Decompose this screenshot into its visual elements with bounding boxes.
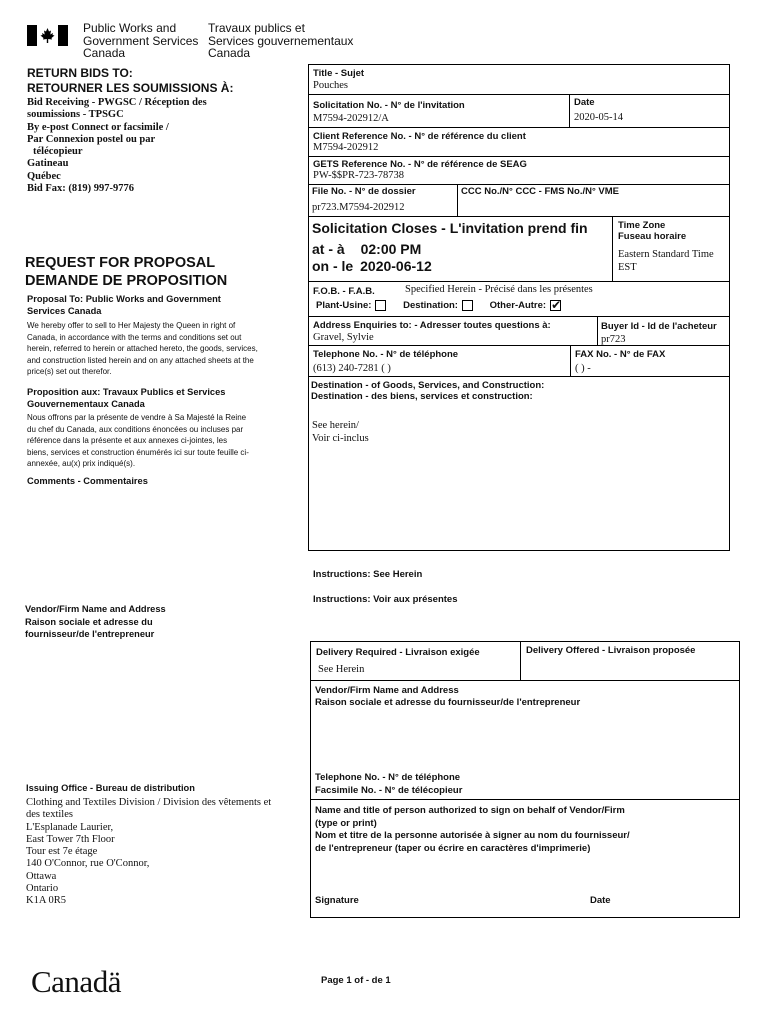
issuing-line: 140 O'Connor, rue O'Connor, xyxy=(26,858,150,870)
address-line: Bid Fax: (819) 997-9776 xyxy=(27,183,135,195)
address-enquiries-label: Address Enquiries to: - Adresser toutes questions à: xyxy=(313,320,551,331)
vendor-box-line: Raison sociale et adresse du fournisseur/de l'entrepreneur xyxy=(315,697,581,708)
closes-at xyxy=(312,241,421,258)
signature-date-label: Date xyxy=(590,895,611,906)
issuing-line: Tour est 7e étage xyxy=(26,846,98,858)
issuing-office-label: Issuing Office - Bureau de distribution xyxy=(26,783,195,793)
rfp-title-fr: DEMANDE DE PROPOSITION xyxy=(25,273,228,289)
checkmark-icon: ✔ xyxy=(551,297,562,312)
fax-label-line: Facsimile No. - N° de télécopieur xyxy=(315,785,463,796)
issuing-line: Clothing and Textiles Division / Division des vêtements et xyxy=(26,797,272,808)
issuing-line: East Tower 7th Floor xyxy=(26,833,115,845)
dept-en-line: Government Services xyxy=(83,33,199,48)
vendor-box-line: Vendor/Firm Name and Address xyxy=(315,685,459,696)
tz-value-line: Eastern Standard Time xyxy=(618,249,714,260)
phone-value: (613) 240-7281 ( ) xyxy=(313,363,391,374)
proposition-text: Nous offrons par la présente de vendre à Sa Majesté la Reine du chef du Canada, aux conditions énoncées ou incluses par référence dans la présente et aux annexes ci-jointes, les biens, services et construction énumérés ici sur toute feuille ci-annexée, au(x) prix indiqué(s). xyxy=(27,413,249,468)
other-label: Other-Autre: xyxy=(489,300,547,311)
at-value: 02:00 PM xyxy=(360,241,422,257)
ccc-label: CCC No./N° CCC - FMS No./N° VME xyxy=(461,186,620,197)
authorized-person-label xyxy=(315,805,630,855)
fob-checkboxes xyxy=(316,299,565,313)
timezone-label xyxy=(618,220,686,242)
tz-label-line: Time Zone xyxy=(618,220,666,231)
plant-label: Plant-Usine: xyxy=(316,300,372,311)
buyer-label: Buyer Id - Id de l'acheteur xyxy=(601,321,717,332)
return-bids-en: RETURN BIDS TO: xyxy=(27,66,133,80)
return-bids-fr: RETOURNER LES SOUMISSIONS À: xyxy=(27,81,234,95)
fob-label: F.O.B. - F.A.B. xyxy=(313,286,375,297)
rfp-title xyxy=(25,254,227,290)
fax-label: FAX No. - N° de FAX xyxy=(575,349,666,360)
dest-goods-line: Destination - des biens, services et construction: xyxy=(311,391,533,402)
timezone-value xyxy=(618,248,714,274)
address-line: By e-post Connect or facsimile / xyxy=(27,121,169,133)
authorized-line: (type or print) xyxy=(315,817,377,829)
return-bids-heading xyxy=(27,66,233,96)
canada-wordmark: Canadä xyxy=(31,964,121,999)
dept-fr-line: Canada xyxy=(208,46,251,60)
page-number: Page 1 of - de 1 xyxy=(321,975,391,986)
address-enquiries-value: Gravel, Sylvie xyxy=(313,332,374,343)
gets-label: GETS Reference No. - N° de référence de SEAG xyxy=(313,159,527,170)
address-line: télécopieur xyxy=(33,146,83,158)
vendor-label-line: fournisseur/de l'entrepreneur xyxy=(25,629,155,639)
delivery-required-label: Delivery Required - Livraison exigée xyxy=(316,647,480,658)
dept-fr-line: Services gouvernementaux xyxy=(208,33,354,48)
issuing-line: L'Esplanade Laurier, xyxy=(26,821,114,833)
bid-receiving-address xyxy=(27,97,207,195)
tz-value-line: EST xyxy=(618,262,637,273)
proposition-label: Proposition aux: Travaux Publics et Services Gouvernementaux Canada xyxy=(27,387,226,409)
address-line: Gatineau xyxy=(27,158,69,170)
client-ref-value: M7594-202912 xyxy=(313,142,379,153)
comments-label: Comments - Commentaires xyxy=(27,476,148,486)
address-line: Québec xyxy=(27,170,61,182)
gets-value: PW-$$PR-723-78738 xyxy=(313,170,405,181)
issuing-line: des textiles xyxy=(26,809,73,821)
other-checkbox[interactable] xyxy=(550,297,562,312)
rfp-title-en: REQUEST FOR PROPOSAL xyxy=(25,255,216,271)
tz-label-line: Fuseau horaire xyxy=(618,231,687,242)
closes-on xyxy=(312,258,432,275)
issuing-line: K1A 0R5 xyxy=(26,895,66,907)
instructions-en: Instructions: See Herein xyxy=(313,569,423,580)
file-value: pr723.M7594-202912 xyxy=(312,202,405,213)
title-value: Pouches xyxy=(313,80,348,91)
phone-label: Telephone No. - N° de téléphone xyxy=(313,349,459,360)
instructions-fr: Instructions: Voir aux présentes xyxy=(313,594,458,605)
dept-name-fr xyxy=(208,22,353,60)
destination-label: Destination: xyxy=(403,300,458,311)
dept-fr-line: Travaux publics et xyxy=(208,21,305,35)
destination-goods-label xyxy=(311,380,544,402)
issuing-line: Ottawa xyxy=(26,870,57,882)
issuing-line: Ontario xyxy=(26,883,59,895)
dept-name-en xyxy=(83,22,198,60)
at-label: at - à xyxy=(312,241,345,257)
on-value: 2020-06-12 xyxy=(360,258,432,274)
vendor-label-line: Vendor/Firm Name and Address xyxy=(25,604,166,614)
on-label: on - le xyxy=(312,258,354,274)
authorized-line: Name and title of person authorized to sign on behalf of Vendor/Firm xyxy=(315,805,625,816)
delivery-offered-label: Delivery Offered - Livraison proposée xyxy=(526,645,696,656)
address-line: Bid Receiving - PWGSC / Réception des xyxy=(27,97,207,108)
tel-label-line: Telephone No. - N° de téléphone xyxy=(315,772,461,783)
proposal-to-label: Proposal To: Public Works and Government Services Canada xyxy=(27,294,221,316)
proposal-to-text: We hereby offer to sell to Her Majesty the Queen in right of Canada, in accordance with the terms and conditions set out herein, referred to herein or attached hereto, the goods, services, and construction listed herein and on any attached sheets at the price(s) set out therefor. xyxy=(27,321,258,376)
signature-label: Signature xyxy=(315,895,359,906)
vendor-label-line: Raison sociale et adresse du xyxy=(25,616,153,627)
authorized-line: de l'entrepreneur (taper ou écrire en caractères d'imprimerie) xyxy=(315,842,591,854)
solicitation-value: M7594-202912/A xyxy=(313,113,389,124)
canada-flag-icon xyxy=(27,25,68,46)
dest-goods-line: Destination - of Goods, Services, and Construction: xyxy=(311,380,545,391)
client-ref-label: Client Reference No. - N° de référence du client xyxy=(313,131,526,142)
buyer-value: pr723 xyxy=(601,334,626,345)
dept-en-line: Public Works and xyxy=(83,21,177,35)
file-label: File No. - N° de dossier xyxy=(312,186,416,197)
dest-goods-value-line: Voir ci-inclus xyxy=(312,433,369,444)
vendor-box-label xyxy=(315,685,580,709)
dest-goods-value-line: See herein/ xyxy=(312,420,359,431)
date-value: 2020-05-14 xyxy=(574,112,623,123)
destination-checkbox[interactable] xyxy=(462,300,473,311)
issuing-office-address xyxy=(26,797,271,908)
vendor-label-left xyxy=(25,603,166,641)
delivery-required-value: See Herein xyxy=(318,664,365,675)
dept-en-line: Canada xyxy=(83,46,126,60)
closes-title: Solicitation Closes - L'invitation prend fin xyxy=(312,220,588,236)
destination-goods-value xyxy=(312,419,369,445)
fob-value: Specified Herein - Précisé dans les présentes xyxy=(405,284,593,295)
title-label: Title - Sujet xyxy=(313,68,365,79)
plant-checkbox[interactable] xyxy=(375,300,386,311)
address-line: soumissions - TPSGC xyxy=(27,109,124,121)
authorized-line: Nom et titre de la personne autorisée à signer au nom du fournisseur/ xyxy=(315,830,630,841)
tel-fax-label xyxy=(315,771,462,797)
date-label: Date xyxy=(574,97,595,108)
address-line: Par Connexion postel ou par xyxy=(27,133,156,145)
solicitation-label: Solicitation No. - N° de l'invitation xyxy=(313,100,465,111)
fax-value: ( ) - xyxy=(575,363,591,374)
